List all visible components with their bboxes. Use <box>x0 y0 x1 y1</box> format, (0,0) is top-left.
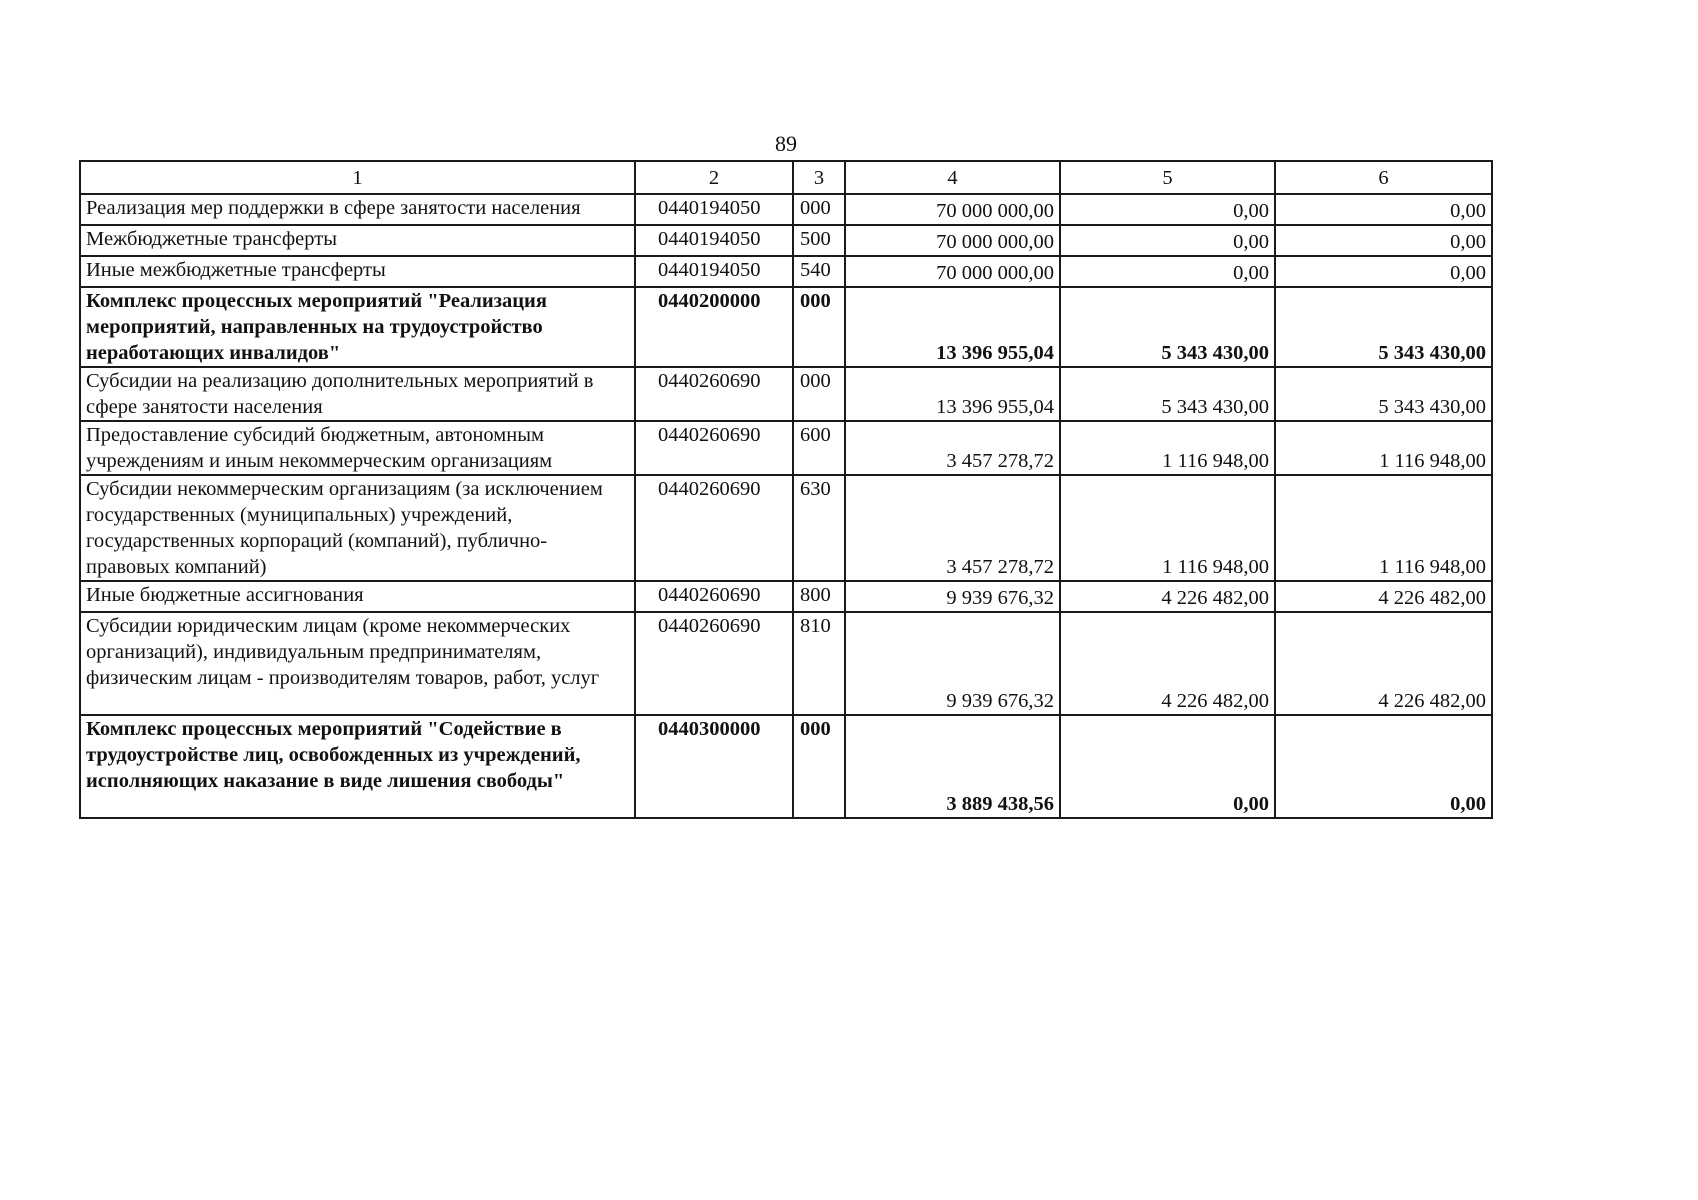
row-name: Реализация мер поддержки в сфере занятости населения <box>80 194 635 225</box>
column-header: 5 <box>1060 161 1275 194</box>
amount-col-6: 0,00 <box>1275 194 1492 225</box>
expense-type-code: 000 <box>793 715 845 818</box>
budget-table <box>79 160 1493 819</box>
target-code: 0440260690 <box>635 421 793 475</box>
amount-col-5: 5 343 430,00 <box>1060 287 1275 367</box>
amount-col-6: 1 116 948,00 <box>1275 475 1492 581</box>
page-number: 89 <box>775 131 797 156</box>
amount-col-4: 3 457 278,72 <box>845 475 1060 581</box>
amount-col-6: 4 226 482,00 <box>1275 581 1492 612</box>
expense-type-code: 800 <box>793 581 845 612</box>
target-code: 0440194050 <box>635 194 793 225</box>
amount-col-6: 0,00 <box>1275 715 1492 818</box>
expense-type-code: 600 <box>793 421 845 475</box>
expense-type-code: 500 <box>793 225 845 256</box>
target-code: 0440260690 <box>635 367 793 421</box>
amount-col-4: 9 939 676,32 <box>845 612 1060 715</box>
expense-type-code: 810 <box>793 612 845 715</box>
table-row <box>80 581 1492 612</box>
row-name: Иные бюджетные ассигнования <box>80 581 635 612</box>
amount-col-6: 4 226 482,00 <box>1275 612 1492 715</box>
amount-col-4: 70 000 000,00 <box>845 225 1060 256</box>
table-row <box>80 287 1492 367</box>
column-header: 6 <box>1275 161 1492 194</box>
amount-col-6: 1 116 948,00 <box>1275 421 1492 475</box>
expense-type-code: 000 <box>793 287 845 367</box>
row-name: Субсидии на реализацию дополнительных мероприятий в сфере занятости населения <box>80 367 635 421</box>
amount-col-6: 5 343 430,00 <box>1275 287 1492 367</box>
row-name: Предоставление субсидий бюджетным, автономным учреждениям и иным некоммерческим организациям <box>80 421 635 475</box>
table-row <box>80 475 1492 581</box>
amount-col-5: 0,00 <box>1060 194 1275 225</box>
amount-col-5: 1 116 948,00 <box>1060 475 1275 581</box>
expense-type-code: 000 <box>793 194 845 225</box>
amount-col-6: 0,00 <box>1275 256 1492 287</box>
table-row <box>80 225 1492 256</box>
table-row <box>80 612 1492 715</box>
target-code: 0440194050 <box>635 225 793 256</box>
table-row <box>80 367 1492 421</box>
amount-col-5: 0,00 <box>1060 256 1275 287</box>
table-row <box>80 715 1492 818</box>
amount-col-4: 3 457 278,72 <box>845 421 1060 475</box>
row-name: Комплекс процессных мероприятий "Содействие в трудоустройстве лиц, освобожденных из учреждений, исполняющих наказание в виде лишения свободы" <box>80 715 635 818</box>
target-code: 0440260690 <box>635 581 793 612</box>
column-header: 4 <box>845 161 1060 194</box>
row-name: Иные межбюджетные трансферты <box>80 256 635 287</box>
column-header: 3 <box>793 161 845 194</box>
amount-col-4: 13 396 955,04 <box>845 367 1060 421</box>
amount-col-5: 4 226 482,00 <box>1060 581 1275 612</box>
target-code: 0440260690 <box>635 475 793 581</box>
amount-col-6: 5 343 430,00 <box>1275 367 1492 421</box>
row-name: Субсидии юридическим лицам (кроме некоммерческих организаций), индивидуальным предпринимателям, физическим лицам - производителям товаров, работ, услуг <box>80 612 635 715</box>
target-code: 0440260690 <box>635 612 793 715</box>
amount-col-5: 0,00 <box>1060 225 1275 256</box>
amount-col-4: 3 889 438,56 <box>845 715 1060 818</box>
column-header: 2 <box>635 161 793 194</box>
amount-col-5: 0,00 <box>1060 715 1275 818</box>
target-code: 0440200000 <box>635 287 793 367</box>
target-code: 0440300000 <box>635 715 793 818</box>
amount-col-6: 0,00 <box>1275 225 1492 256</box>
target-code: 0440194050 <box>635 256 793 287</box>
column-header: 1 <box>80 161 635 194</box>
table-row <box>80 256 1492 287</box>
expense-type-code: 540 <box>793 256 845 287</box>
table-header-row <box>80 161 1492 194</box>
table-row <box>80 421 1492 475</box>
amount-col-4: 13 396 955,04 <box>845 287 1060 367</box>
amount-col-4: 70 000 000,00 <box>845 194 1060 225</box>
row-name: Межбюджетные трансферты <box>80 225 635 256</box>
amount-col-5: 5 343 430,00 <box>1060 367 1275 421</box>
amount-col-4: 9 939 676,32 <box>845 581 1060 612</box>
amount-col-5: 4 226 482,00 <box>1060 612 1275 715</box>
row-name: Комплекс процессных мероприятий "Реализация мероприятий, направленных на трудоустройство неработающих инвалидов" <box>80 287 635 367</box>
expense-type-code: 630 <box>793 475 845 581</box>
amount-col-4: 70 000 000,00 <box>845 256 1060 287</box>
table-row <box>80 194 1492 225</box>
expense-type-code: 000 <box>793 367 845 421</box>
amount-col-5: 1 116 948,00 <box>1060 421 1275 475</box>
row-name: Субсидии некоммерческим организациям (за исключением государственных (муниципальных) учреждений, государственных корпораций (компаний), публично-правовых компаний) <box>80 475 635 581</box>
